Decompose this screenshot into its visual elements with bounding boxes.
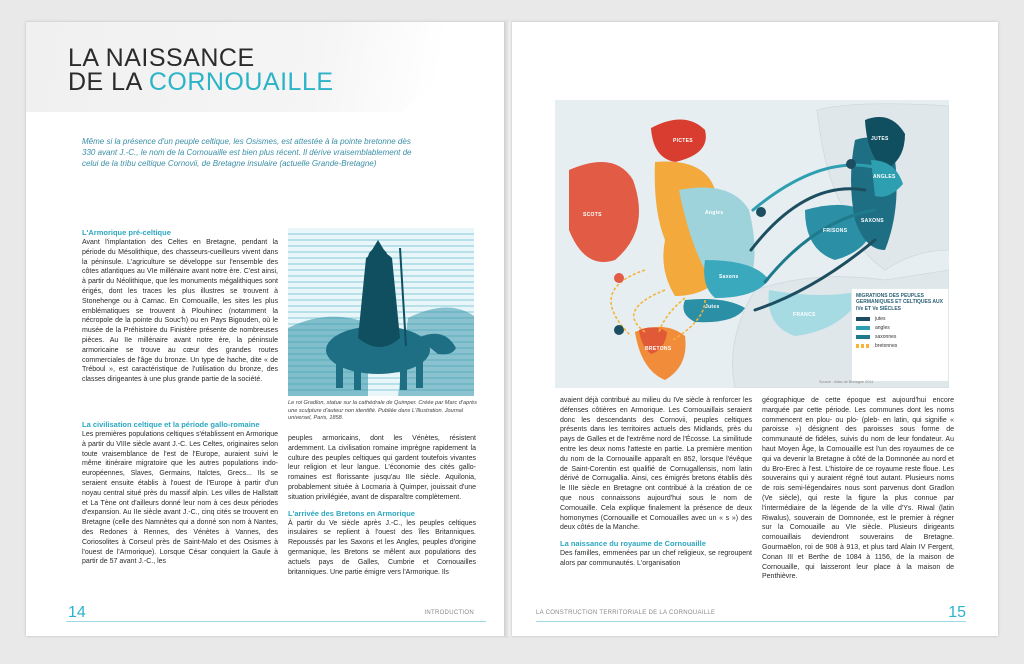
footer-rule-right — [536, 621, 966, 622]
map-source: Source : Atlas de Bretagne 2011 — [819, 380, 874, 384]
right-col1-text-b: Des familles, emmenées par un chef religieux, se regroupent alors par communautés. L'organisation — [560, 550, 752, 567]
page-title — [68, 46, 334, 94]
title-line-2-prefix: DE LA — [68, 68, 149, 96]
title-line-1: LA NAISSANCE — [68, 44, 255, 72]
legend-swatch — [856, 317, 870, 321]
legend-swatch — [856, 326, 870, 330]
section-1-heading: L'Armorique pré-celtique — [82, 228, 171, 237]
legend-item-saxonnes: saxonnes — [852, 332, 948, 341]
map-label-angles: ANGLES — [873, 174, 896, 180]
map-label-saxons-settled: Saxons — [719, 274, 739, 280]
lead-paragraph: Même si la présence d'un peuple celtique, les Osismes, est attestée à la pointe bretonne dès 330 avant J.-C., le nom de la Cornouaille est bien plus récent. Il dérive vraisemblablement de celui de la tribu celtique Cornovii, de Bretagne insulaire (actuelle Grande-Bretagne) — [82, 137, 412, 168]
title-accent: CORNOUAILLE — [148, 68, 334, 96]
map-label-pictes: PICTES — [673, 138, 693, 144]
map-label-scots: SCOTS — [583, 212, 602, 218]
right-column-1 — [560, 396, 752, 569]
engraving-caption: Le roi Gradlon, statue sur la cathédrale de Quimper. Créée par Marc d'après une sculpture d'auteur non identifié. Publiée dans L'Illustration. Journal universel, Paris, 1858. — [288, 400, 477, 422]
legend-swatch — [856, 344, 870, 348]
migration-map — [555, 100, 949, 388]
section-3-text: À partir du Ve siècle après J.-C., les peuples celtiques insulaires se replient à l'ouest des îles Britanniques. Repoussés par les Saxons et les Angles, peuples d'origine germanique, les Bretons se mêlent aux populations des actuels pays de Galles, Cumbrie et Cornouailles britanniques. Une partie émigre vers l'Armorique. Ils — [288, 519, 476, 576]
section-1-text: Avant l'implantation des Celtes en Bretagne, pendant la période du Mésolithique, des chasseurs-cueilleurs vivent dans la péninsule. L'agriculture se développe sur l'ensemble des côtes atlantiques au VIe millénaire avant notre ère. C'est ainsi, à partir du Néolithique, que les monuments mégalithiques sont érigés, dont les traces les plus illustres se trouvent à Stonehenge ou à Carnac. En Cornouaille, les sites les plus emblématiques se trouvent à Plouhinec (notamment la nécropole de la pointe du Souc'h) ou en Pays Bigouden, où le musée de la Préhistoire du Finistère présente de nombreuses pièces. Au IIe millénaire avant notre ère, la péninsule armoricaine se trouve au cœur des grandes routes commerciales de l'âge du bronze. Un type de hache, dite « de Tréboul », est caractéristique de l'utilisation du bronze, des classes dirigeantes à une plus grande partie de la société. — [82, 239, 278, 384]
section-2-continued — [288, 434, 476, 577]
section-2-text-a: Les premières populations celtiques s'établissent en Armorique à partir du VIIIe siècle avant J.-C. Les Celtes, originaires selon toute vraisemblance de l'est de l'Europe, auraient suivi le même itinéraire migratoire que les autres populations indo-européennes, Slaves, Germains, Italctes, Grecs... Ils se seraient ensuite établis à l'ouest de l'Europe à partir d'un noyau central situé près du massif alpin. Les villes de Hallstatt et La Tène ont d'ailleurs donné leur nom à ces deux périodes d'expansion. Au IIe siècle avant J.-C., cinq cités se trouvent en Bretagne (celle des Namnètes qui a donné son nom à Nantes, des Redones à Rennes, des Vénètes à Vannes, des Coriosolites à Corseul près de Saint-Malo et des Osismes à l'ouest de l'Armorique). Lorsque César conquiert la Gaule à partir de 57 avant J.-C., les — [82, 431, 278, 566]
left-page — [26, 22, 508, 636]
right-page — [512, 22, 998, 636]
right-col1-text: avaient déjà contribué au milieu du IVe siècle à renforcer les défenses côtières en Armorique. Les Cornouaillais seraient donc les descendants des Cornovii, peuples celtiques présents dans les territoires actuels des Midlands, près du pays de Galles et de l'extrême nord de l'Écosse. La similitude entre les deux noms l'atteste en partie. La première mention du nom de la Cornouaille apparaît en 852, lorsque l'évêque de Saint-Corentin est qualifié de Cornugallensis, nom latin dérivé de Cornugallia. Ainsi, ces émigrés bretons établis dès le IIIe siècle en Bretagne ont contribué à la création de ce que nous connaissons aujourd'hui sous le nom de Cornouaille. Cela explique finalement la présence de deux homonymes (Cornouaille et Cornouailles avec un « s ») des deux côtés de la Manche. — [560, 397, 752, 532]
map-label-saxons: SAXONS — [861, 218, 884, 224]
map-label-frisons: FRISONS — [823, 228, 848, 234]
map-label-jutes-settled: Jutes — [705, 304, 720, 310]
map-label-angles-settled: Angles — [705, 210, 724, 216]
right-col2-text: géographique de cette époque est aujourd'hui encore marquée par cette période. Les communes dont les noms commencent en plou- ou plo- (pleb- en latin, qui signifie « paroisse ») désignent des paroisses sous forme de communauté de fidèles, suivis du nom de leur fondateur. Au haut Moyen Âge, la Cornouaille est l'un des royaumes de ce qui va devenir la Bretagne à côté de la Domnonée au nord et du Bro-Erec à l'est. L'histoire de ce royaume reste floue. Les souverains qui y auraient régné tout autant. Plusieurs noms de rois semi-légendaires nous sont parvenus dont Gradlon (Ve siècle), qui reste la figure la plus connue par l'intermédiaire de la légende de la ville d'Ys. Riwal (latin Riwalus), souverain de Domnonée, est le premier à régner sur la Cornouaille au VIe siècle. Plusieurs dirigeants cornouaillais deviendront souverains de Bretagne. Gourmaëlon, roi de 908 à 913, et plus tard Alain IV Fergent, Conan III et Berthe de 1084 à 1156, de la maison de Cornouaille, qui laisseront leur place à la maison de Penthièvre. — [762, 397, 954, 581]
page-number-left: 14 — [68, 604, 86, 621]
section-2-heading: La civilisation celtique et la période gallo-romaine — [82, 420, 260, 429]
map-label-francs: FRANCS — [793, 312, 816, 318]
map-legend — [851, 288, 949, 382]
section-3-heading: L'arrivée des Bretons en Armorique — [288, 508, 415, 518]
running-head-left: INTRODUCTION — [424, 610, 474, 616]
section-2-text-b: peuples armoricains, dont les Vénètes, résistent ardemment. La civilisation romaine imprègne rapidement la culture des peuples celtiques qui gardent toutefois vivantes leur religion et leur langue. L'économie des cités gallo-romaines est florissante jusqu'au IIIe siècle. Aquilonia, probablement située à Locmaria à Quimper, jouissait d'une situation privilégiée, avant de disparaître complètement. — [288, 435, 476, 501]
gradlon-engraving — [288, 228, 474, 396]
legend-item-jutes: jutes — [852, 314, 948, 323]
map-label-bretons: BRETONS — [645, 346, 672, 352]
legend-title: MIGRATIONS DES PEUPLES GERMANIQUES ET CELTIQUES AUX IVe ET Ve SIÈCLES — [856, 293, 943, 312]
right-column-2 — [762, 396, 954, 582]
section-2 — [82, 420, 278, 567]
footer-rule — [66, 621, 486, 622]
legend-item-bretonnes: bretonnes — [852, 341, 948, 350]
page-number-right: 15 — [948, 604, 966, 621]
map-label-jutes: JUTES — [871, 136, 889, 142]
legend-item-angles: angles — [852, 323, 948, 332]
kingdom-heading: La naissance du royaume de Cornouaille — [560, 539, 706, 549]
section-1 — [82, 228, 278, 385]
legend-swatch — [856, 335, 870, 339]
running-head-right: LA CONSTRUCTION TERRITORIALE DE LA CORNOUAILLE — [536, 610, 716, 616]
